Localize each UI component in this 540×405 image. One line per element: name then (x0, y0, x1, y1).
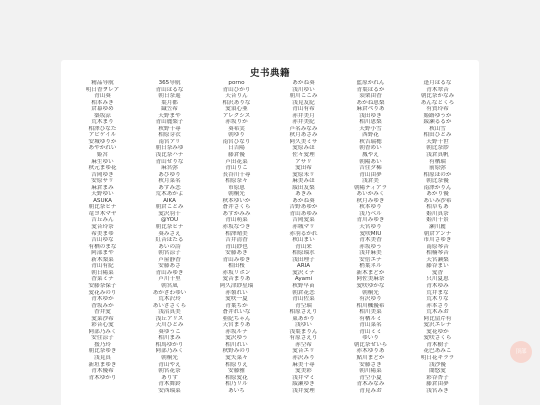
name-link[interactable]: 相川恵梨 (359, 119, 382, 126)
name-link[interactable]: 蒼井さくら (222, 204, 251, 211)
name-link[interactable]: 葵ゆうこ (158, 328, 181, 335)
name-link[interactable]: 朝陽あい (359, 158, 382, 165)
name-link[interactable]: 相田ひとみ (423, 132, 452, 139)
name-link[interactable]: 青空小夏 (359, 374, 382, 381)
name-link[interactable]: @YOU (160, 217, 179, 224)
name-link[interactable]: 吉岡ゆき (91, 171, 114, 178)
floating-action-button[interactable]: 顶部 (510, 341, 532, 363)
name-link[interactable]: 姫路ゆうか (423, 112, 452, 119)
name-link[interactable]: 南原琴音 (426, 243, 449, 250)
name-link[interactable]: 浅宮みき (426, 387, 449, 394)
name-link[interactable]: 市川さゆき (423, 237, 452, 244)
name-link[interactable]: 朝倉アンナ (423, 230, 452, 237)
name-link[interactable]: 浅ゆい (295, 322, 312, 329)
name-link[interactable]: 新垣まゆき (88, 361, 117, 368)
name-link[interactable]: 青山せりな (155, 158, 184, 165)
name-link[interactable]: 麻宮弥 (161, 165, 178, 172)
name-link[interactable]: 浅井麻美 (359, 250, 382, 257)
name-link[interactable]: あいち (228, 387, 245, 394)
name-link[interactable]: 青山りこ (225, 165, 248, 172)
name-column (337, 80, 404, 394)
name-link[interactable]: 朝宮花奈 (158, 368, 181, 375)
name-link[interactable]: 綾瀬ゆき (292, 381, 315, 388)
name-link[interactable]: 愛沢羽千 (158, 210, 181, 217)
name-link[interactable]: 南宮ひなり (222, 138, 251, 145)
name-link[interactable]: 朝比奈優 (426, 178, 449, 185)
name-link[interactable]: 浅葉まりん (289, 328, 318, 335)
name-link[interactable]: 姫宮 (96, 152, 109, 159)
name-link[interactable]: 阿部乃みく (88, 328, 117, 335)
name-link[interactable]: 精品导航 (91, 80, 114, 86)
name-column (136, 80, 203, 394)
name-link[interactable]: 援乃玲 (94, 341, 111, 348)
name-link[interactable]: 365导航 (158, 80, 181, 86)
name-link[interactable]: 朝比奈紗 (426, 145, 449, 152)
name-link[interactable]: 青山来 (295, 243, 312, 250)
name-link[interactable]: 芦屋静香 (158, 256, 181, 263)
name-link[interactable]: 浅沼真美 (158, 309, 181, 316)
name-link[interactable]: 青空瑠 (295, 302, 312, 309)
name-link[interactable]: 秋吉瑞穂 (359, 138, 382, 145)
name-link[interactable]: 赤坂りか (225, 119, 248, 126)
name-link[interactable]: 愛菜沙希 (91, 315, 114, 322)
name-link[interactable]: 青山ミミ (359, 328, 382, 335)
name-link[interactable]: 阿佐美麻奈 (356, 276, 385, 283)
name-link[interactable]: 瀬川麗 (429, 224, 446, 231)
name-link[interactable]: 青木ゆみ (426, 282, 449, 289)
name-column (69, 80, 136, 394)
name-link[interactable]: 青山由夢 (359, 171, 382, 178)
name-link[interactable]: 藤倉優 (228, 152, 245, 159)
name-link[interactable]: 愛花みのり (88, 289, 117, 296)
name-link[interactable]: 青木ゆかり (88, 374, 117, 381)
name-link[interactable]: 阿比留芹有 (423, 315, 452, 322)
name-link[interactable]: あかね葵 (292, 80, 315, 86)
name-link[interactable]: 相川れい (225, 341, 248, 348)
name-link[interactable]: 浅見真 (94, 354, 111, 361)
name-link[interactable]: 青山佐菜 (292, 296, 315, 303)
name-link[interactable]: あかり優 (426, 191, 449, 198)
name-link[interactable]: 安住涼子 (91, 335, 114, 342)
page-title: 史书典籍 (249, 68, 290, 79)
name-link[interactable]: 相田桜 (228, 263, 245, 270)
name-link[interactable]: 相馬ゆかり (155, 341, 184, 348)
name-link[interactable]: 吉住夕稀 (359, 165, 382, 172)
name-link[interactable]: 愛矢菜々 (225, 354, 248, 361)
name-list-grid (69, 80, 471, 394)
name-link[interactable]: 相川楓優希 (356, 302, 385, 309)
name-link[interactable]: 青木舞鈴 (158, 381, 181, 388)
name-link[interactable]: 赤坂ゆう (359, 243, 382, 250)
name-link[interactable]: 秋元まゆ花 (88, 165, 117, 172)
name-link[interactable]: 有栖ルミ (359, 315, 382, 322)
name-link[interactable]: 赤沢みり (292, 354, 315, 361)
name-link[interactable]: 藤谷まい (426, 263, 449, 270)
name-link[interactable]: 葵みさえ (158, 230, 181, 237)
name-link[interactable]: 梢葉ネル (359, 263, 382, 270)
name-link[interactable]: 青木みなみ (356, 381, 385, 388)
name-link[interactable]: 佐々愛理 (292, 152, 315, 159)
name-link[interactable]: 織笠希 (161, 106, 178, 113)
name-link[interactable]: 東あかり (292, 315, 315, 322)
name-link[interactable]: 新木梨菜 (91, 256, 114, 263)
content-card (61, 60, 479, 405)
name-link[interactable]: 青川みゆき (356, 217, 385, 224)
name-link[interactable]: 青山みゆき (155, 269, 184, 276)
name-link[interactable]: 吉山ゆな (91, 237, 114, 244)
name-link[interactable]: 芦川千里 (158, 276, 181, 283)
name-link[interactable]: 姫川真奈 (426, 210, 449, 217)
name-link[interactable]: 赤坂リボン (222, 269, 251, 276)
name-link[interactable]: 朝比奈ヒナ (88, 204, 117, 211)
name-link[interactable]: 相原さえり (289, 309, 318, 316)
name-link[interactable]: あいみ沙希 (423, 197, 452, 204)
name-link[interactable]: 阿部乃みく (155, 348, 184, 355)
name-link[interactable]: 芦名みなみ (289, 125, 318, 132)
name-link[interactable]: 前原弥 (429, 165, 446, 172)
name-link[interactable]: 青木優希 (91, 368, 114, 375)
name-link[interactable]: 荒木りな (426, 296, 449, 303)
name-link[interactable]: 明日花キララ (420, 354, 455, 361)
name-link[interactable]: 鳳やえ (362, 152, 379, 159)
name-link[interactable]: 秋山雪 (429, 125, 446, 132)
name-link[interactable]: 青木樹子 (426, 341, 449, 348)
name-link[interactable]: 赤井美月 (292, 112, 315, 119)
name-link[interactable]: 安西瑠菜 (158, 387, 181, 394)
name-link[interactable]: 藍原かれん (356, 80, 385, 86)
name-link[interactable]: 相澤ひなた (88, 125, 117, 132)
name-link[interactable]: 青山菜名 (359, 322, 382, 329)
name-link[interactable]: 荒木沢玲 (158, 296, 181, 303)
name-link[interactable]: 愛沢ミナ (292, 269, 315, 276)
name-link[interactable]: 朝川ここみ (289, 93, 318, 100)
name-link[interactable]: 相原芽衣 (158, 132, 181, 139)
name-link[interactable]: 朝日陽菜 (91, 269, 114, 276)
name-link[interactable]: 浅比奈ハナ (155, 152, 184, 159)
name-link[interactable]: 相本みき (91, 99, 114, 106)
name-link[interactable]: 荒木まり (91, 119, 114, 126)
name-link[interactable]: 朝宮凪 (161, 282, 178, 289)
name-link[interactable]: 愛咲ゆかな (356, 282, 385, 289)
name-link[interactable]: 荒井まな (426, 289, 449, 296)
name-link[interactable]: 秋野みのり (222, 348, 251, 355)
name-link[interactable]: 浅丘アリス (155, 315, 184, 322)
name-link[interactable]: あいかみく (356, 191, 385, 198)
name-link[interactable]: 日吉陽 (228, 145, 245, 152)
name-link[interactable]: 希美まゆ (91, 230, 114, 237)
name-link[interactable]: 青山みゆき (222, 256, 251, 263)
name-link[interactable]: 朝桐光 (362, 289, 379, 296)
name-link[interactable]: 築坂涼 (94, 112, 111, 119)
name-link[interactable]: 赤井美紀 (292, 119, 315, 126)
name-link[interactable]: 青木ゆか (91, 296, 114, 303)
name-link[interactable]: あすかみみ (222, 210, 251, 217)
name-link[interactable]: 相川まみ (158, 335, 181, 342)
name-link[interactable]: あかざわゆい (152, 289, 187, 296)
name-link[interactable]: 青山有紀 (91, 263, 114, 270)
name-link[interactable]: 青山葵 (94, 93, 111, 100)
name-link[interactable]: 彩谷杏子 (426, 374, 449, 381)
name-link[interactable]: 有栖のまな (88, 243, 117, 250)
name-link[interactable]: 赤城マリ (292, 224, 315, 231)
name-link[interactable]: 朝桐光 (228, 191, 245, 198)
name-link[interactable]: 相原ほのか (423, 171, 452, 178)
name-link[interactable]: あかね恵梨 (356, 99, 385, 106)
name-link[interactable]: アビゲイル (88, 132, 117, 139)
name-link[interactable]: 愛原みほ (292, 145, 315, 152)
name-link[interactable]: 青山ひかり (222, 86, 251, 93)
name-link[interactable]: 愛咲さくら (423, 335, 452, 342)
name-link[interactable]: 逢月はるな (423, 80, 452, 86)
name-link[interactable]: あやかれい (88, 145, 117, 152)
name-link[interactable]: 天音りん (225, 93, 248, 100)
name-link[interactable]: 朝ゆり (228, 132, 245, 139)
name-link[interactable]: 赤空希 (295, 341, 312, 348)
name-link[interactable]: 秋月あさみ (289, 132, 318, 139)
name-column (270, 80, 337, 394)
name-link[interactable]: 倉幕ゆめ (91, 106, 114, 113)
name-link[interactable]: 秋月菜名 (158, 178, 181, 185)
name-link[interactable]: 天野ゆい (91, 191, 114, 198)
name-link[interactable]: 須栗由香 (359, 93, 382, 100)
name-link[interactable]: 愛花ゆか (426, 328, 449, 335)
name-link[interactable]: 青山やえ (158, 361, 181, 368)
name-link[interactable]: 麻生ゆい (91, 158, 114, 165)
name-link[interactable]: 吉岡愛菜 (292, 217, 315, 224)
name-link[interactable]: 阿久津紗星瑠 (219, 282, 254, 289)
name-link[interactable]: 秋山まい (292, 237, 315, 244)
name-link[interactable]: 綾瀬るるか (423, 119, 452, 126)
name-link[interactable]: あかね葵 (292, 197, 315, 204)
name-link[interactable]: 秋野早苗 (292, 282, 315, 289)
name-link[interactable]: 安藤あき (225, 250, 248, 257)
name-link[interactable]: 秋本ゆり (359, 204, 382, 211)
name-link[interactable]: 浅乃ベル (359, 210, 382, 217)
name-link[interactable]: 芦田花菜 (225, 158, 248, 165)
name-link[interactable]: あびゆり (158, 171, 181, 178)
name-link[interactable]: 朝倉花恋 (292, 289, 315, 296)
name-link[interactable]: 西野花 (362, 132, 379, 139)
name-link[interactable]: 愛須心亜 (225, 106, 248, 113)
name-link[interactable]: 葉月都 (161, 99, 178, 106)
name-link[interactable]: あきみ (295, 191, 312, 198)
name-link[interactable]: 青山有希 (292, 106, 315, 113)
name-column (203, 80, 270, 394)
name-link[interactable]: 青葉はるか (356, 86, 385, 93)
name-link[interactable]: 浅井マミ (292, 374, 315, 381)
name-link[interactable]: ASUKA (93, 197, 112, 204)
name-link[interactable]: あいの詩 (158, 243, 181, 250)
name-link[interactable]: 愛原未リ (292, 171, 315, 178)
name-link[interactable]: あんなとくろ (420, 99, 455, 106)
name-link[interactable]: 赤本さり (426, 302, 449, 309)
name-link[interactable]: 相原愛花 (225, 374, 248, 381)
name-link[interactable]: 朝比奈ゆき (88, 348, 117, 355)
name-link[interactable]: 浅田理子 (292, 256, 315, 263)
name-link[interactable]: 藤倉由夢 (426, 381, 449, 388)
name-link[interactable]: 秋野千尋 (158, 125, 181, 132)
name-link[interactable]: 愛香 (431, 269, 444, 276)
name-link[interactable]: 青見みお (359, 387, 382, 394)
name-link[interactable]: 麻美千尋 (292, 361, 315, 368)
name-link[interactable]: 赤羽るかれ (289, 230, 318, 237)
name-link[interactable]: 阿部まや (91, 250, 114, 257)
name-link[interactable]: 朝倉ことみ (155, 204, 184, 211)
name-link[interactable]: 赤坂ルナ (225, 328, 248, 335)
name-link[interactable]: 有賀玲希 (426, 106, 449, 113)
name-link[interactable]: 青山萌菜 (225, 217, 248, 224)
name-link[interactable]: 吉丘みん (91, 217, 114, 224)
name-link[interactable]: 麻美みほ (292, 178, 315, 185)
name-link[interactable]: 天野小雪 (359, 125, 382, 132)
name-link[interactable]: 愛沢エレナ (423, 322, 452, 329)
name-link[interactable]: Ayami (294, 276, 313, 283)
name-link[interactable]: 吉野あゆか (289, 204, 318, 211)
name-link[interactable]: 蒼井れいな (222, 309, 251, 316)
name-link[interactable]: 荒木あかよ (155, 191, 184, 198)
name-link[interactable]: 朝陽ティアラ (353, 184, 388, 191)
name-link[interactable]: 浅見友紀 (292, 99, 315, 106)
name-link[interactable]: 安城ゆりか (88, 138, 117, 145)
name-link[interactable]: 南澤かりん (423, 184, 452, 191)
name-link[interactable]: 青山あゆみ (289, 210, 318, 217)
name-link[interactable]: 愛田希 (295, 165, 312, 172)
name-link[interactable]: 愛音エリ (292, 348, 315, 355)
name-link[interactable]: 相原りえ (225, 361, 248, 368)
name-link[interactable]: 天川ひとみ (155, 322, 184, 329)
name-link[interactable]: 相原瑠水 (292, 250, 315, 257)
name-link[interactable]: 相原奈々 (225, 178, 248, 185)
name-link[interactable]: 朝桐光 (161, 354, 178, 361)
name-link[interactable]: 安倍エナ (359, 256, 382, 263)
name-link[interactable]: 青木翠音 (426, 86, 449, 93)
name-link[interactable]: 朝比奈せいら (353, 341, 388, 348)
name-link[interactable]: 阿久美ミサ (289, 138, 318, 145)
name-link[interactable]: 有原さえり (289, 335, 318, 342)
name-link[interactable]: 浅倉美 (362, 178, 379, 185)
name-link[interactable]: 闇悠愛 (429, 368, 446, 375)
name-link[interactable]: 浅川ゆい (292, 86, 315, 93)
name-link[interactable]: 愛音玲奈 (91, 224, 114, 231)
name-link[interactable]: ゆいり (362, 335, 379, 342)
name-link[interactable]: 青木美香 (359, 237, 382, 244)
name-link[interactable]: 赤木ゆりあ (356, 348, 385, 355)
name-link[interactable]: 愛美彩 (295, 368, 312, 375)
name-link[interactable]: 朝比奈かなみ (420, 93, 455, 100)
name-link[interactable]: ありす (161, 374, 178, 381)
name-link[interactable]: ARIA (296, 263, 311, 270)
name-link[interactable]: 朝宮涼子 (158, 250, 181, 257)
name-link[interactable]: 有栖瑠 (429, 158, 446, 165)
name-link[interactable]: 青山麗梨子 (155, 119, 184, 126)
name-link[interactable]: 明日香ヲレア (85, 86, 120, 93)
name-link[interactable]: 浅倉真帆 (426, 152, 449, 159)
name-link[interactable]: 長谷川千尋 (222, 171, 251, 178)
name-link[interactable]: 安藤奈保子 (88, 282, 117, 289)
name-link[interactable]: 朝日奈遥 (158, 93, 181, 100)
name-link[interactable]: 相乃リル (225, 381, 248, 388)
name-link[interactable]: 安藤あさ (158, 263, 181, 270)
name-link[interactable]: 朝香めい (359, 145, 382, 152)
name-link[interactable]: 香坂みか (91, 302, 114, 309)
name-link[interactable]: 天宮まりあ (222, 322, 251, 329)
name-link[interactable]: 花巴あみこ (423, 348, 452, 355)
name-link[interactable]: 香井愛 (94, 309, 111, 316)
name-link[interactable]: 姫川千景 (426, 217, 449, 224)
name-link[interactable]: 新木まどか (356, 269, 385, 276)
name-link[interactable]: 麻倉ぺりあ (356, 106, 385, 113)
name-link[interactable]: 秋月みゆき (356, 197, 385, 204)
name-link[interactable]: 吉井清香 (225, 237, 248, 244)
name-link[interactable]: 相楠琴音 (426, 250, 449, 257)
name-link[interactable]: 青葉ちか (225, 302, 248, 309)
name-link[interactable]: 天宮ゆり (359, 224, 382, 231)
name-link[interactable]: 浅井愛理 (292, 387, 315, 394)
name-link[interactable]: 天野まや (158, 112, 181, 119)
name-link[interactable]: 市原恵 (228, 184, 245, 191)
name-link[interactable]: 香菜ミナ (91, 276, 114, 283)
name-link[interactable]: 荒木みお (426, 309, 449, 316)
name-link[interactable]: 浅田ゆき (359, 112, 382, 119)
name-link[interactable]: 麻倉まみ (91, 184, 114, 191)
name-link[interactable]: 葵希実 (228, 125, 245, 132)
name-link[interactable]: 浅沙優 (429, 361, 446, 368)
name-link[interactable]: 鮎川まどか (356, 354, 385, 361)
name-link[interactable]: 青山はるな (155, 86, 184, 93)
name-link[interactable]: 朝川陽菜 (359, 368, 382, 375)
name-link[interactable]: 綾田友梨 (292, 184, 315, 191)
name-link[interactable]: 朝比奈ヒナ (155, 224, 184, 231)
name-link[interactable]: 秋本ゆいか (222, 197, 251, 204)
name-link[interactable]: 竜ヨ木マヤ (88, 210, 117, 217)
name-link[interactable]: 亜紀ちゃん (222, 315, 251, 322)
name-link[interactable]: 朝日奈みゆ (155, 145, 184, 152)
name-link[interactable]: 彩音心愛 (91, 322, 114, 329)
name-link[interactable]: あすみ恋 (158, 184, 181, 191)
name-link[interactable]: アレクシス (222, 112, 251, 119)
name-link[interactable]: 紅音ほたる (155, 237, 184, 244)
name-link[interactable]: 相澤晴美 (225, 230, 248, 237)
name-link[interactable]: 愛咲一夏 (225, 296, 248, 303)
name-link[interactable]: 相沢ありな (222, 99, 251, 106)
name-link[interactable]: AIKA (163, 197, 176, 204)
name-link[interactable]: 安原サリ (91, 178, 114, 185)
name-link[interactable]: 愛音まりあ (222, 276, 251, 283)
name-link[interactable]: 天野千世 (426, 138, 449, 145)
name-link[interactable]: 相川美菜 (359, 309, 382, 316)
name-link[interactable]: 安藤雅 (228, 368, 245, 375)
name-link[interactable]: 天宮瀬梨 (426, 256, 449, 263)
name-link[interactable]: あいざさくら (152, 302, 187, 309)
name-link[interactable]: porno (228, 80, 245, 86)
name-column (404, 80, 471, 394)
name-link[interactable]: アサリ (295, 158, 312, 165)
name-link[interactable]: 相草もあ (426, 204, 449, 211)
name-link[interactable]: 有沢ゆり (359, 296, 382, 303)
name-link[interactable]: 赤嶺れい (225, 289, 248, 296)
name-link[interactable]: 愛沢ゆう (225, 335, 248, 342)
name-link[interactable]: 安藤さき (359, 361, 382, 368)
name-link[interactable]: 南宮アリ (158, 138, 181, 145)
name-link[interactable]: 青山紗也 (225, 243, 248, 250)
name-link[interactable]: 赤坂なつき (222, 224, 251, 231)
name-link[interactable]: 愛咲MIU (359, 230, 382, 237)
name-link[interactable]: 只川夏恵 (426, 276, 449, 283)
